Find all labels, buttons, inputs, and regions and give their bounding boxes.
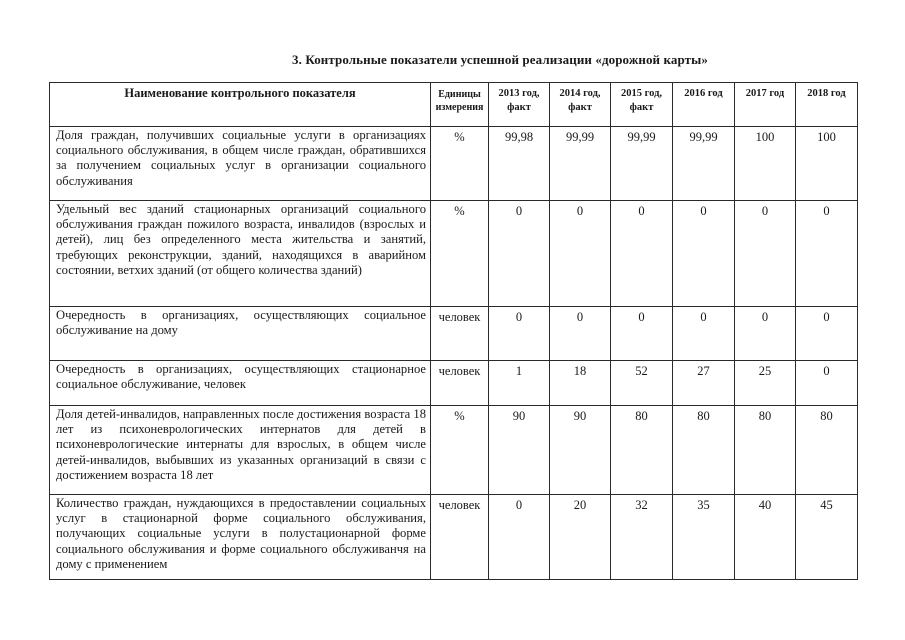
indicator-name: Доля детей-инвалидов, направленных после достижения возраста 18 лет из психоневрологических интернатов для детей в психоневрологические интернаты для взрослых, в общем числе детей-инвалидов, выбывших из указанных организаций в связи с достижением возраста 18 лет: [50, 406, 431, 495]
indicator-unit: человек: [431, 361, 489, 406]
header-year: 2014 год, факт: [550, 83, 611, 127]
indicator-value: 0: [735, 201, 796, 307]
indicator-value: 90: [550, 406, 611, 495]
indicator-value: 0: [673, 307, 735, 361]
indicator-value: 0: [735, 307, 796, 361]
indicator-value: 0: [550, 307, 611, 361]
indicator-value: 32: [611, 495, 673, 580]
indicator-value: 99,98: [489, 127, 550, 201]
indicator-value: 0: [796, 201, 858, 307]
indicator-value: 40: [735, 495, 796, 580]
indicator-value: 100: [735, 127, 796, 201]
indicator-value: 45: [796, 495, 858, 580]
indicator-value: 99,99: [550, 127, 611, 201]
indicator-unit: %: [431, 406, 489, 495]
indicator-value: 35: [673, 495, 735, 580]
header-year: 2013 год, факт: [489, 83, 550, 127]
page-title: 3. Контрольные показатели успешной реализации «дорожной карты»: [292, 52, 708, 67]
indicator-name: Очередность в организациях, осуществляющих социальное обслуживание на дому: [50, 307, 431, 361]
header-year: 2016 год: [673, 83, 735, 127]
indicator-value: 80: [735, 406, 796, 495]
indicator-value: 80: [796, 406, 858, 495]
header-year: 2018 год: [796, 83, 858, 127]
table-row: [50, 127, 858, 201]
header-year: 2017 год: [735, 83, 796, 127]
table-header-row: [50, 83, 858, 127]
indicator-value: 27: [673, 361, 735, 406]
table-row: [50, 361, 858, 406]
indicator-unit: человек: [431, 495, 489, 580]
indicator-value: 18: [550, 361, 611, 406]
indicator-value: 0: [673, 201, 735, 307]
indicator-value: 0: [611, 201, 673, 307]
indicator-value: 25: [735, 361, 796, 406]
indicator-value: 0: [489, 307, 550, 361]
table-row: [50, 495, 858, 580]
indicator-name: Количество граждан, нуждающихся в предоставлении социальных услуг в стационарной форме социального обслуживания, получающих социальные услуги в полустационарной форме социального обслуживания и форме социального обслуживанчя на дому с применением: [56, 496, 426, 571]
indicator-value: 0: [796, 361, 858, 406]
indicator-value: 80: [611, 406, 673, 495]
indicator-value: 0: [611, 307, 673, 361]
indicator-value: 20: [550, 495, 611, 580]
indicator-value: 99,99: [611, 127, 673, 201]
header-year: 2015 год, факт: [611, 83, 673, 127]
indicator-name: Очередность в организациях, осуществляющих стационарное социальное обслуживание, человек: [50, 361, 431, 406]
indicator-value: 0: [796, 307, 858, 361]
indicator-value: 90: [489, 406, 550, 495]
indicator-value: 99,99: [673, 127, 735, 201]
indicator-unit: %: [431, 127, 489, 201]
indicator-unit: человек: [431, 307, 489, 361]
indicator-value: 100: [796, 127, 858, 201]
indicator-name-cell: [50, 495, 431, 580]
table-row: [50, 201, 858, 307]
indicator-value: 52: [611, 361, 673, 406]
kpi-table: [49, 82, 858, 580]
indicator-value: 80: [673, 406, 735, 495]
indicator-value: 0: [550, 201, 611, 307]
indicator-name: Удельный вес зданий стационарных организаций социального обслуживания граждан пожилого возраста, инвалидов (взрослых и детей), лиц без определенного места жительства и занятий, требующих реконструкции, зданий, находящихся в аварийном состоянии, ветхих зданий (от общего количества зданий): [50, 201, 431, 307]
indicator-value: 0: [489, 201, 550, 307]
indicator-value: 1: [489, 361, 550, 406]
indicator-name: Доля граждан, получивших социальные услуги в организациях социального обслуживания, в общем числе граждан, обратившихся за получением социальных услуг в организации социального обслуживания: [50, 127, 431, 201]
table-row: [50, 307, 858, 361]
header-unit: Единицы измерения: [431, 83, 489, 127]
header-name: Наименование контрольного показателя: [50, 83, 431, 127]
table-row: [50, 406, 858, 495]
indicator-value: 0: [489, 495, 550, 580]
indicator-unit: %: [431, 201, 489, 307]
